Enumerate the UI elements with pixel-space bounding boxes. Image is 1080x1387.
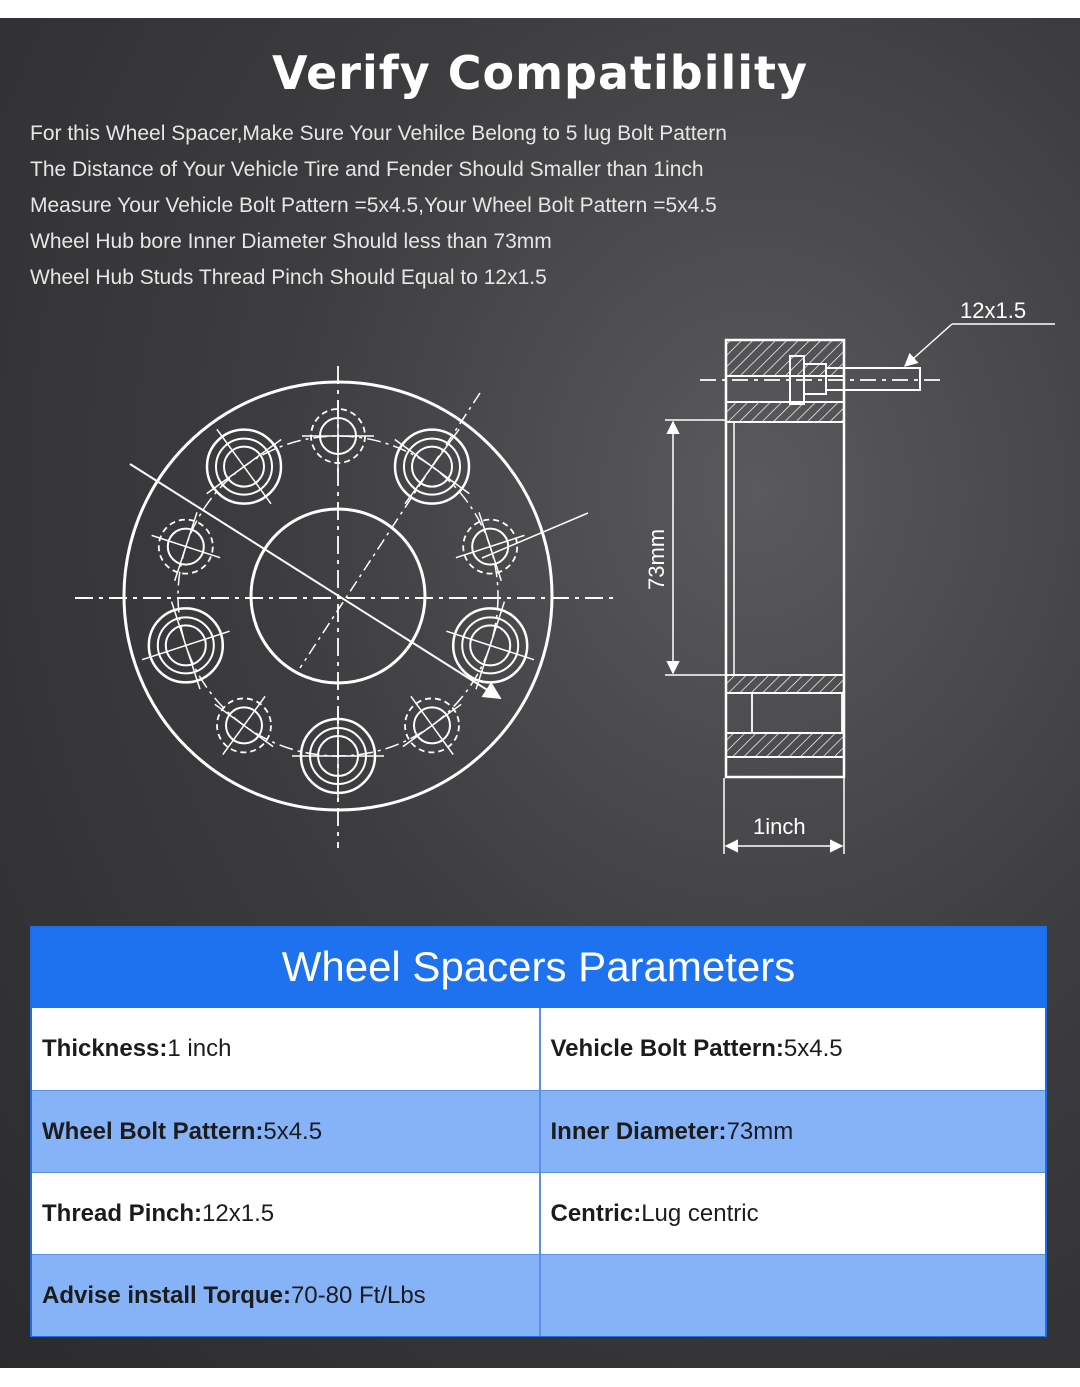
lug-hole-threaded [215, 696, 273, 754]
param-value: 5x4.5 [783, 1035, 843, 1062]
param-label: Vehicle Bolt Pattern: [550, 1035, 784, 1062]
lug-hole-threaded [403, 696, 461, 754]
lug-hole-through [395, 429, 470, 504]
param-label: Inner Diameter: [550, 1117, 727, 1145]
hatch-bottom-upper [726, 675, 844, 693]
param-value: Lug centric [641, 1199, 759, 1227]
param-label: Wheel Bolt Pattern: [42, 1117, 264, 1145]
stud-hole [752, 693, 842, 733]
diagonal-centerline [300, 393, 480, 668]
side-view [665, 324, 1055, 854]
lug-hole-threaded [302, 400, 374, 472]
lug-hole-through [207, 429, 282, 504]
table-row [32, 1254, 1045, 1336]
lug-hole-through [142, 602, 230, 690]
requirement-item: Measure Your Vehicle Bolt Pattern =5x4.5,Your Wheel Bolt Pattern =5x4.5 [30, 194, 717, 217]
param-value: 12x1.5 [202, 1199, 275, 1227]
diameter-label: 73mm [644, 528, 669, 590]
param-wheel-bolt-pattern [32, 1091, 539, 1172]
requirement-item: For this Wheel Spacer,Make Sure Your Vehilce Belong to 5 lug Bolt Pattern [30, 122, 727, 145]
param-label: Thickness: [42, 1035, 168, 1062]
param-inner-diameter [539, 1091, 1046, 1172]
param-value: 5x4.5 [263, 1117, 323, 1145]
technical-drawing [0, 18, 1080, 918]
lug-hole-through [446, 602, 534, 690]
param-thickness [32, 1008, 539, 1090]
param-value: 1 inch [167, 1035, 232, 1062]
thickness-label: 1inch [753, 814, 806, 839]
requirement-item: Wheel Hub Studs Thread Pinch Should Equal to 12x1.5 [30, 266, 547, 289]
param-vehicle-bolt-pattern [539, 1008, 1046, 1090]
param-centric [539, 1173, 1046, 1254]
param-label: Advise install Torque: [42, 1281, 291, 1309]
thread-label: 12x1.5 [960, 298, 1027, 323]
lug-hole-threaded [152, 512, 221, 581]
param-label: Thread Pinch: [42, 1199, 203, 1227]
requirement-item: The Distance of Your Vehicle Tire and Fender Should Smaller than 1inch [30, 158, 704, 181]
param-value: 73mm [726, 1117, 794, 1145]
lug-hole-through [292, 710, 384, 802]
requirement-item: Wheel Hub bore Inner Diameter Should less than 73mm [30, 230, 552, 253]
param-empty [539, 1255, 1046, 1336]
diameter-leader [130, 464, 500, 698]
table-row [32, 1172, 1045, 1254]
product-infographic [0, 18, 1080, 1368]
lug-hole-threaded [456, 512, 525, 581]
param-torque [32, 1255, 539, 1336]
title-word-compatibility: Compatibility [447, 46, 808, 100]
lug-holes [142, 400, 534, 802]
param-thread-pinch [32, 1173, 539, 1254]
front-view [75, 366, 615, 848]
hatch-bottom-lower [726, 733, 844, 757]
parameters-table [30, 926, 1047, 1337]
hatch-top-lower [726, 402, 844, 422]
table-row [32, 1090, 1045, 1172]
parameters-header: Wheel Spacers Parameters [32, 928, 1045, 1008]
title-word-verify: Verify [272, 46, 431, 100]
leader-line [482, 513, 588, 558]
table-row [32, 1008, 1045, 1090]
param-label: Centric: [550, 1199, 642, 1227]
param-value: 70-80 Ft/Lbs [290, 1281, 426, 1309]
